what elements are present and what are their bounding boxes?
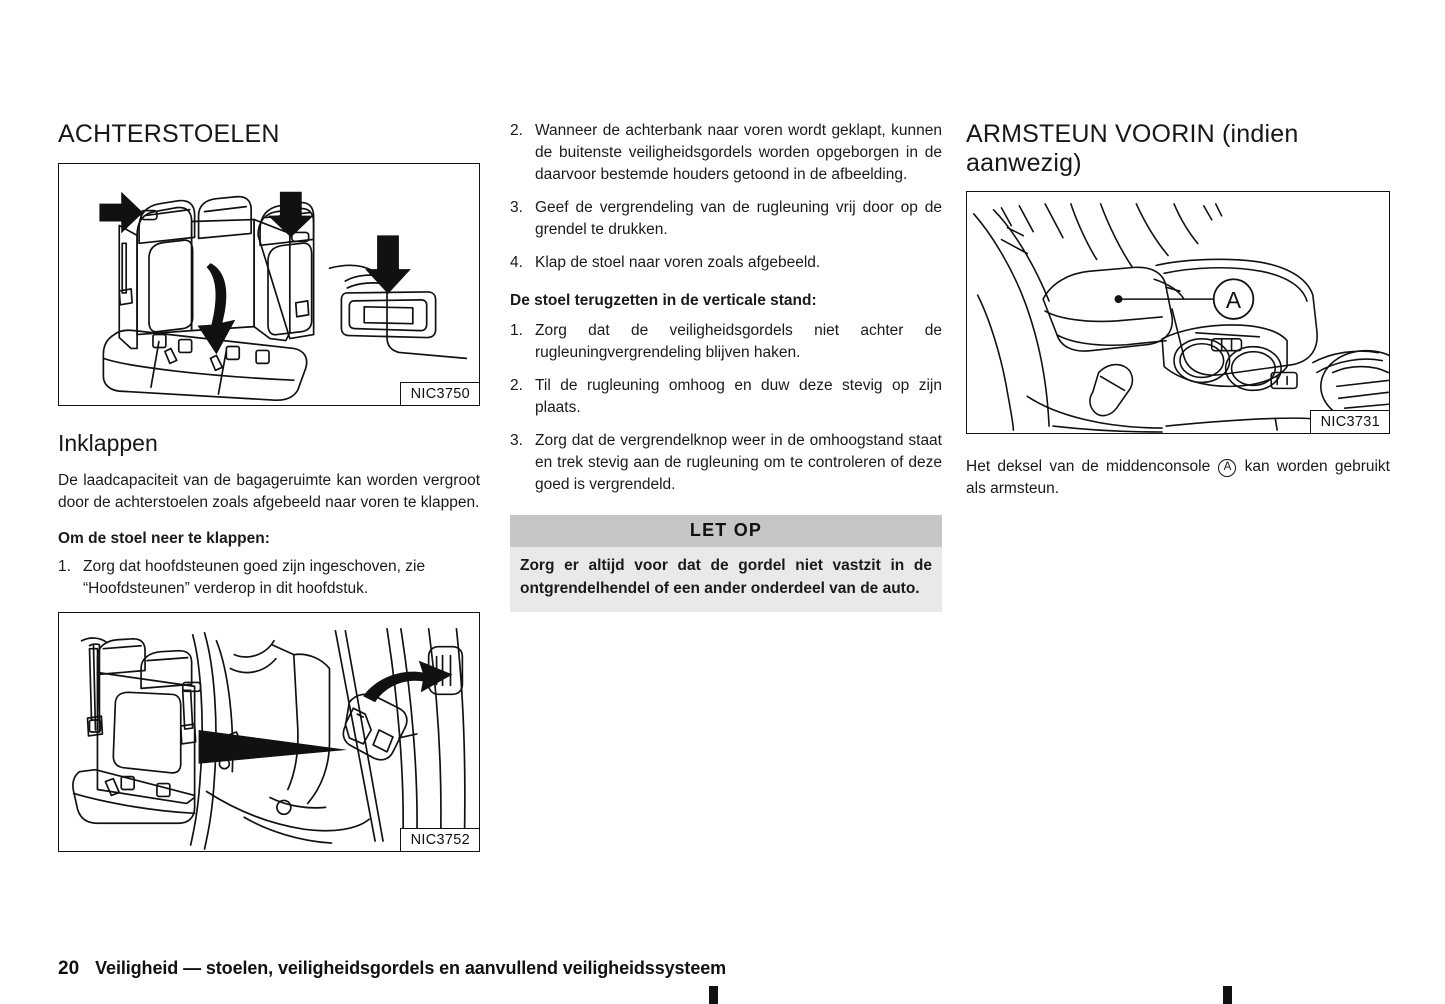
callout-a <box>1115 279 1254 319</box>
middle-column <box>510 120 942 612</box>
list-item-number: 3. <box>510 432 523 450</box>
list-item <box>510 320 942 364</box>
figure-code: NIC3731 <box>1310 410 1389 433</box>
list-item-number: 4. <box>510 254 523 271</box>
list-item-text: Zorg dat hoofdsteunen goed zijn ingeschoven, zie “Hoofdsteunen” verderop in dit hoofdstuk. <box>83 558 426 598</box>
caution-heading: LET OP <box>510 515 942 547</box>
steps-continued <box>510 120 942 274</box>
headrest-arrow-right-icon <box>268 192 314 238</box>
list-item <box>510 120 942 186</box>
caution-text: Zorg er altijd voor dat de gordel niet vastzit in de ontgrendelhendel of een ander onderdeel van de auto. <box>520 557 932 597</box>
list-item-text: Zorg dat de vergrendelknop weer in de omhoogstand staat en trek stevig aan de rugleuning om te controleren of deze goed is vergrendeld. <box>535 432 942 494</box>
figure-code: NIC3752 <box>400 828 479 851</box>
caution-box <box>510 515 942 612</box>
figure-code: NIC3750 <box>400 382 479 405</box>
fold-down-lead: Om de stoel neer te klappen: <box>58 529 270 547</box>
pointer-arrow-icon <box>199 730 348 764</box>
callout-a-label: A <box>1225 286 1242 313</box>
list-item <box>510 375 942 419</box>
figure-belt-stow <box>58 612 480 852</box>
list-item <box>510 430 942 496</box>
return-upright-lead: De stoel terugzetten in de verticale stand: <box>510 292 817 309</box>
armrest-section-title: ARMSTEUN VOORIN (indien aanwezig) <box>966 120 1299 178</box>
list-item-text: Til de rugleuning omhoog en duw deze stevig op zijn plaats. <box>535 377 942 417</box>
armrest-description <box>966 456 1390 500</box>
list-item-text: Wanneer de achterbank naar voren wordt geklapt, kunnen de buitenste veiligheidsgordels worden opgeborgen in de daarvoor bestemde houders getoond in de afbeelding. <box>535 122 942 183</box>
list-item-text: Klap de stoel naar voren zoals afgebeeld. <box>535 254 821 271</box>
rear-seats-illustration <box>59 164 479 405</box>
steps-return-upright <box>510 320 942 496</box>
armrest-description-part1: Het deksel van de middenconsole <box>966 457 1211 475</box>
list-item-number: 3. <box>510 199 523 216</box>
page-title: ACHTERSTOELEN <box>58 120 280 148</box>
crop-mark <box>709 986 718 1004</box>
press-arrow-icon <box>365 236 411 295</box>
front-armrest-illustration <box>967 192 1389 433</box>
list-item-number: 2. <box>510 377 523 395</box>
footer-chapter-title: Veiligheid — stoelen, veiligheidsgordels en aanvullend veiligheidssysteem <box>95 958 727 978</box>
left-column <box>58 120 480 852</box>
list-item-text: Zorg dat de veiligheidsgordels niet achter de rugleuningvergrendeling blijven haken. <box>535 322 942 362</box>
right-column <box>966 120 1390 500</box>
intro-paragraph: De laadcapaciteit van de bagageruimte kan worden vergroot door de achterstoelen zoals afgebeeld naar voren te klappen. <box>58 471 480 511</box>
list-item <box>58 556 480 600</box>
fold-down-steps <box>58 556 480 600</box>
subsection-title: Inklappen <box>58 430 158 457</box>
list-item-text: Geef de vergrendeling van de rugleuning vrij door op de grendel te drukken. <box>535 199 942 238</box>
figure-rear-seats <box>58 163 480 406</box>
page-number: 20 <box>58 958 80 979</box>
belt-stow-illustration <box>59 613 479 851</box>
list-item-number: 2. <box>510 122 523 139</box>
list-item <box>510 197 942 241</box>
crop-mark <box>1223 986 1232 1004</box>
inline-callout-a: A <box>1218 459 1236 477</box>
list-item <box>510 252 942 274</box>
list-item-number: 1. <box>58 558 71 576</box>
figure-front-armrest <box>966 191 1390 434</box>
list-item-number: 1. <box>510 322 523 340</box>
armrest-description-part2: kan worden gebruikt als armsteun. <box>966 457 1390 497</box>
page-footer <box>58 958 726 980</box>
